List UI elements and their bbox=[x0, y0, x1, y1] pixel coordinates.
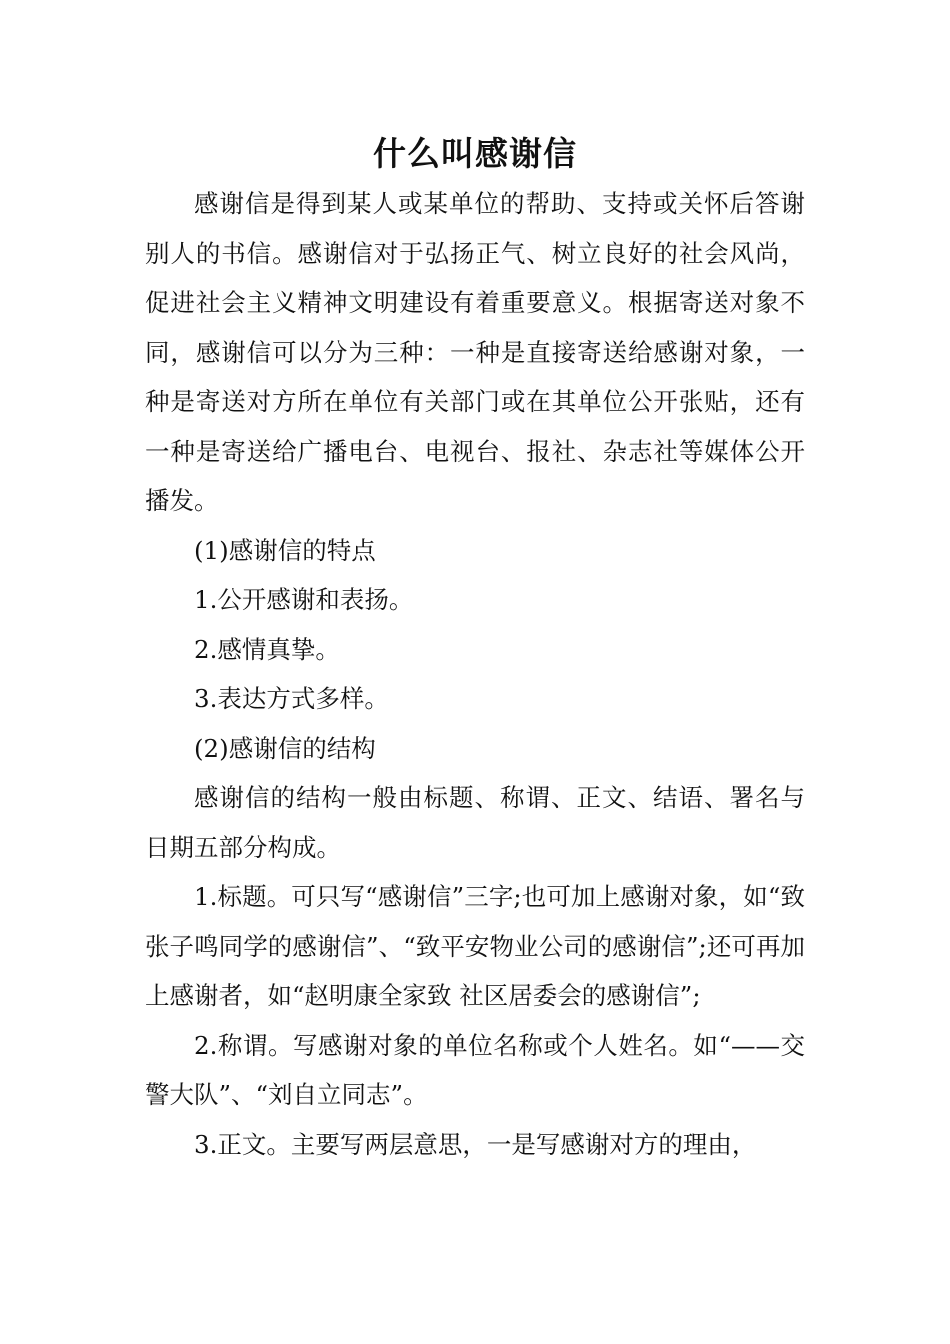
document-body bbox=[145, 179, 805, 1169]
structure-item-body: 3.正文。主要写两层意思，一是写感谢对方的理由， bbox=[194, 1129, 757, 1159]
feature-item-1: 1.公开感谢和表扬。 bbox=[194, 585, 414, 614]
intro-paragraph: 感谢信是得到某人或某单位的帮助、支持或关怀后答谢别人的书信。感谢信对于弘扬正气、树立良好的社会风尚，促进社会主义精神文明建设有着重要意义。根据寄送对象不同，感谢信可以分为三种：一种是直接寄送给感谢对象，一种是寄送对方所在单位有关部门或在其单位公开张贴，还有一种是寄送给广播电台、电视台、报社、杂志社等媒体公开播发。 bbox=[145, 189, 805, 515]
feature-item-2: 2.感情真挚。 bbox=[194, 634, 340, 664]
document-title: 什么叫感谢信 bbox=[373, 134, 577, 173]
section-heading-structure: (2)感谢信的结构 bbox=[194, 733, 376, 763]
section-heading-features: (1)感谢信的特点 bbox=[194, 535, 376, 565]
feature-item-3: 3.表达方式多样。 bbox=[194, 684, 389, 713]
structure-paragraph: 感谢信的结构一般由标题、称谓、正文、结语、署名与日期五部分构成。 bbox=[145, 783, 805, 862]
structure-item-title: 1.标题。可只写“感谢信”三字;也可加上感谢对象，如“致张子鸣同学的感谢信”、“致平安物业公司的感谢信”;还可再加上感谢者，如“赵明康全家致 社区居委会的感谢信”; bbox=[145, 882, 805, 1010]
structure-item-salutation: 2.称谓。写感谢对象的单位名称或个人姓名。如“——交警大队”、“刘自立同志”。 bbox=[145, 1030, 805, 1109]
